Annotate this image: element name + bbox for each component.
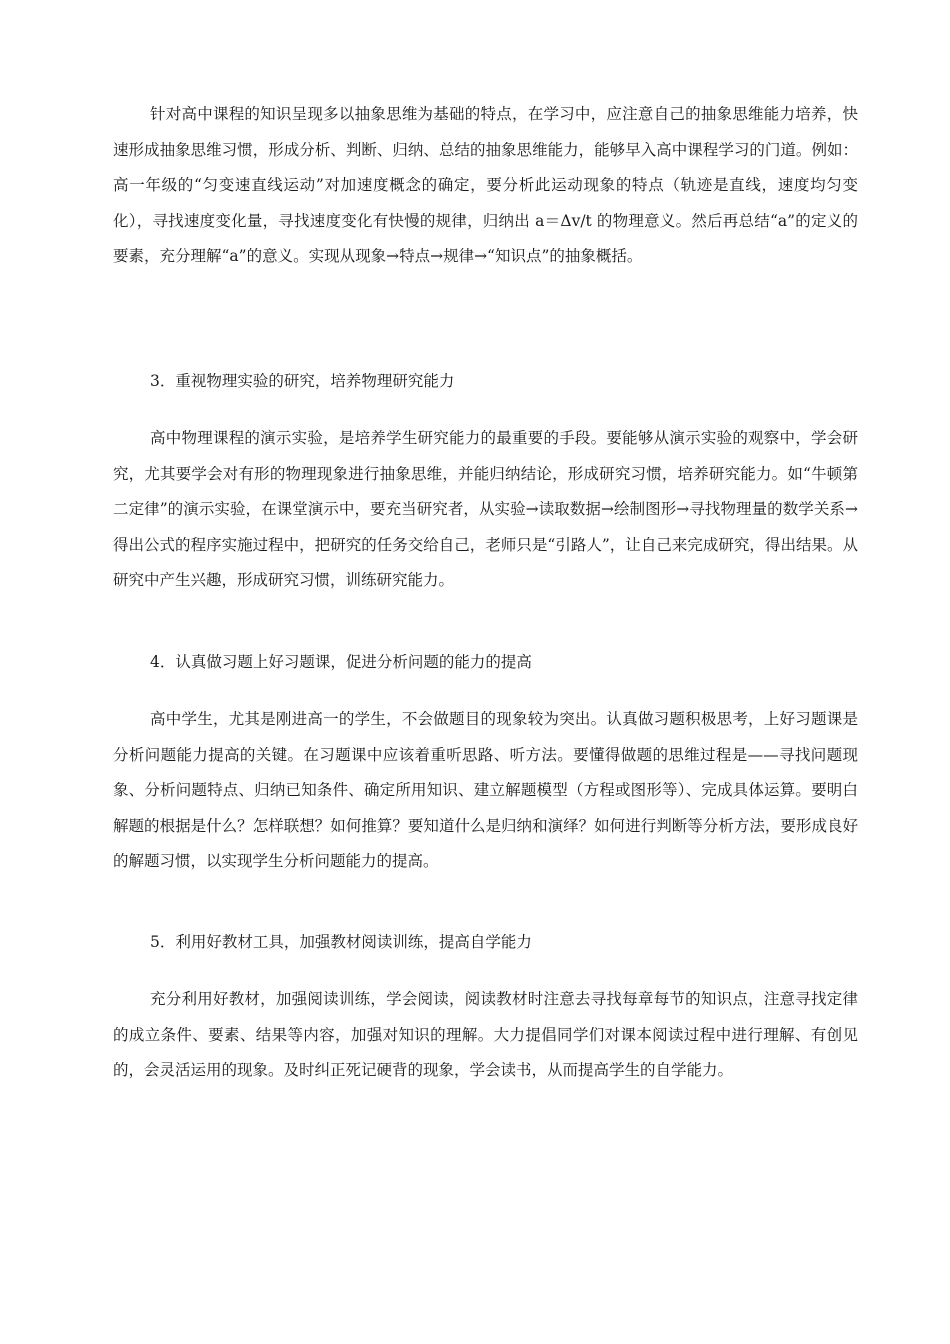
body-paragraph: 充分利用好教材，加强阅读训练，学会阅读，阅读教材时注意去寻找每章每节的知识点，注意寻找定律的成立条件、要素、结果等内容，加强对知识的理解。大力提倡同学们对课本阅读过程中进行理解、有创见的，会灵活运用的现象。及时纠正死记硬背的现象，学会读书，从而提高学生的自学能力。 <box>113 990 858 1079</box>
body-paragraph: 针对高中课程的知识呈现多以抽象思维为基础的特点，在学习中，应注意自己的抽象思维能力培养，快速形成抽象思维习惯，形成分析、判断、归纳、总结的抽象思维能力，能够早入高中课程学习的门道。例如：高一年级的“匀变速直线运动”对加速度概念的确定，要分析此运动现象的特点（轨迹是直线，速度均匀变化），寻找速度变化量，寻找速度变化有快慢的规律，归纳出 a＝Δv/t 的物理意义。然后再总结“a”的定义的要素，充分理解“a”的意义。实现从现象→特点→规律→“知识点”的抽象概括。 <box>113 105 858 265</box>
body-paragraph: 高中学生，尤其是刚进高一的学生，不会做题目的现象较为突出。认真做习题积极思考，上好习题课是分析问题能力提高的关键。在习题课中应该着重听思路、听方法。要懂得做题的思维过程是——寻找问题现象、分析问题特点、归纳已知条件、确定所用知识、建立解题模型（方程或图形等）、完成具体运算。要明白解题的根据是什么？怎样联想？如何推算？要知道什么是归纳和演绎？如何进行判断等分析方法，要形成良好的解题习惯，以实现学生分析问题能力的提高。 <box>113 710 858 870</box>
section-heading: 3．重视物理实验的研究，培养物理研究能力 <box>150 372 455 390</box>
section-heading: 4．认真做习题上好习题课，促进分析问题的能力的提高 <box>150 653 532 671</box>
body-paragraph: 高中物理课程的演示实验，是培养学生研究能力的最重要的手段。要能够从演示实验的观察中，学会研究，尤其要学会对有形的物理现象进行抽象思维，并能归纳结论，形成研究习惯，培养研究能力。如“牛顿第二定律”的演示实验，在课堂演示中，要充当研究者，从实验→读取数据→绘制图形→寻找物理量的数学关系→得出公式的程序实施过程中，把研究的任务交给自己，老师只是“引路人”，让自己来完成研究，得出结果。从研究中产生兴趣，形成研究习惯，训练研究能力。 <box>113 429 858 589</box>
section-heading: 5．利用好教材工具，加强教材阅读训练，提高自学能力 <box>150 933 532 951</box>
